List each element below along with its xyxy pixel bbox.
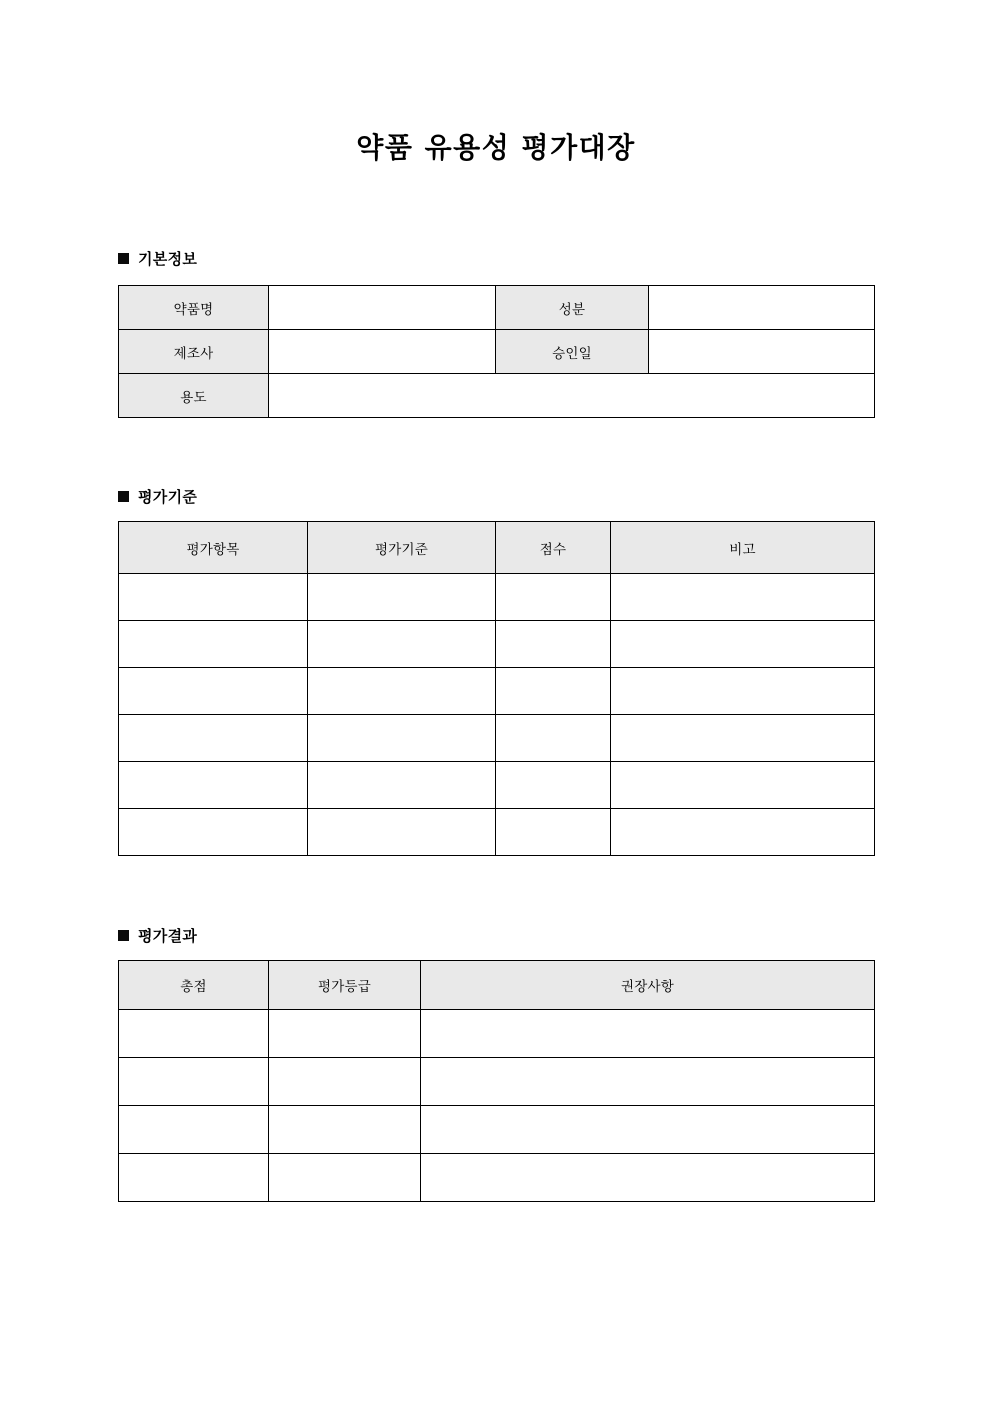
basic-info-table (118, 285, 875, 418)
column-header-recommendation: 권장사항 (421, 961, 875, 1010)
table-header-row (119, 522, 875, 574)
field-ingredient[interactable] (649, 286, 875, 330)
cell-total-score[interactable] (119, 1154, 269, 1202)
table-row (119, 1058, 875, 1106)
table-row (119, 1154, 875, 1202)
cell-recommendation[interactable] (421, 1154, 875, 1202)
cell-criteria[interactable] (308, 809, 496, 856)
cell-remarks[interactable] (611, 809, 875, 856)
label-manufacturer: 제조사 (119, 330, 269, 374)
table-header-row (119, 961, 875, 1010)
cell-grade[interactable] (269, 1010, 421, 1058)
section-heading-label: 평가결과 (138, 927, 198, 945)
evaluation-criteria-table (118, 521, 875, 856)
evaluation-results-table (118, 960, 875, 1202)
cell-score[interactable] (496, 809, 611, 856)
cell-score[interactable] (496, 621, 611, 668)
label-approval-date: 승인일 (496, 330, 649, 374)
cell-item[interactable] (119, 574, 308, 621)
table-row (119, 668, 875, 715)
column-header-item: 평가항목 (119, 522, 308, 574)
section-heading-evaluation-criteria (118, 486, 197, 507)
column-header-criteria: 평가기준 (308, 522, 496, 574)
cell-item[interactable] (119, 762, 308, 809)
table-row (119, 762, 875, 809)
table-row (119, 1010, 875, 1058)
cell-score[interactable] (496, 574, 611, 621)
section-heading-basic-info (118, 248, 197, 269)
field-usage[interactable] (269, 374, 875, 418)
cell-recommendation[interactable] (421, 1058, 875, 1106)
table-row (119, 574, 875, 621)
table-row (119, 621, 875, 668)
column-header-total-score: 총점 (119, 961, 269, 1010)
cell-criteria[interactable] (308, 762, 496, 809)
table-row (119, 374, 875, 418)
label-drug-name: 약품명 (119, 286, 269, 330)
cell-remarks[interactable] (611, 715, 875, 762)
section-heading-evaluation-results (118, 925, 197, 946)
cell-criteria[interactable] (308, 668, 496, 715)
label-ingredient: 성분 (496, 286, 649, 330)
cell-criteria[interactable] (308, 574, 496, 621)
cell-total-score[interactable] (119, 1010, 269, 1058)
label-usage: 용도 (119, 374, 269, 418)
cell-total-score[interactable] (119, 1058, 269, 1106)
page-title: 약품 유용성 평가대장 (356, 131, 636, 164)
column-header-remarks: 비고 (611, 522, 875, 574)
cell-grade[interactable] (269, 1106, 421, 1154)
table-row (119, 809, 875, 856)
table-row (119, 330, 875, 374)
cell-score[interactable] (496, 715, 611, 762)
cell-item[interactable] (119, 809, 308, 856)
cell-item[interactable] (119, 715, 308, 762)
cell-score[interactable] (496, 762, 611, 809)
cell-grade[interactable] (269, 1154, 421, 1202)
square-bullet-icon (118, 491, 129, 502)
cell-remarks[interactable] (611, 574, 875, 621)
cell-score[interactable] (496, 668, 611, 715)
cell-item[interactable] (119, 621, 308, 668)
field-manufacturer[interactable] (269, 330, 496, 374)
section-heading-label: 평가기준 (138, 488, 198, 506)
cell-recommendation[interactable] (421, 1010, 875, 1058)
cell-recommendation[interactable] (421, 1106, 875, 1154)
section-heading-label: 기본정보 (138, 250, 198, 268)
cell-item[interactable] (119, 668, 308, 715)
square-bullet-icon (118, 253, 129, 264)
cell-remarks[interactable] (611, 762, 875, 809)
field-approval-date[interactable] (649, 330, 875, 374)
table-row (119, 715, 875, 762)
field-drug-name[interactable] (269, 286, 496, 330)
square-bullet-icon (118, 930, 129, 941)
table-row (119, 1106, 875, 1154)
cell-grade[interactable] (269, 1058, 421, 1106)
cell-remarks[interactable] (611, 668, 875, 715)
column-header-grade: 평가등급 (269, 961, 421, 1010)
cell-total-score[interactable] (119, 1106, 269, 1154)
table-row (119, 286, 875, 330)
cell-remarks[interactable] (611, 621, 875, 668)
cell-criteria[interactable] (308, 715, 496, 762)
cell-criteria[interactable] (308, 621, 496, 668)
column-header-score: 점수 (496, 522, 611, 574)
